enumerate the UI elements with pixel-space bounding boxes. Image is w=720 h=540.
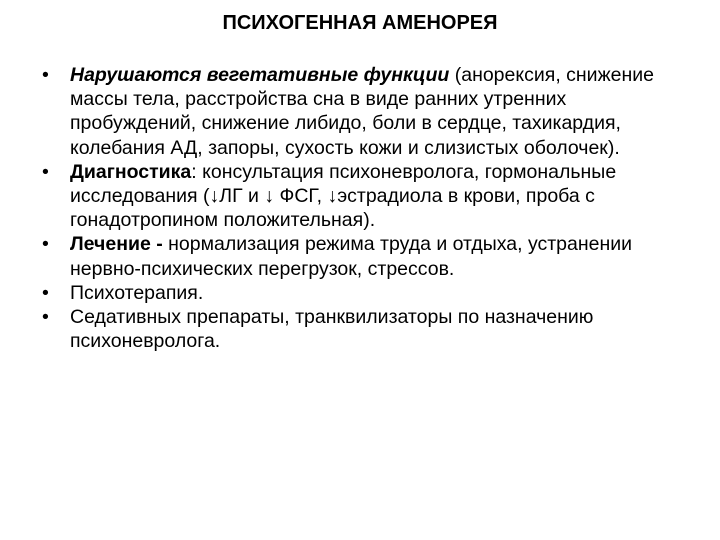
bullet-item-vegetative-functions — [42, 63, 692, 160]
bullet-item-sedatives — [42, 305, 692, 353]
bullet-text: : консультация психоневролога, гормональные исследования (↓ЛГ и ↓ ФСГ, ↓эстрадиола в крови, проба с гонадотропином положительная). — [70, 160, 617, 232]
bullet-marker: • — [42, 64, 49, 86]
bullet-marker: • — [42, 160, 49, 183]
bullet-lead: Диагностика — [70, 160, 192, 183]
bullet-lead: Лечение - — [70, 233, 163, 256]
bullet-lead: Нарушаются вегетативные функции — [70, 64, 450, 86]
bullet-item-treatment — [42, 232, 692, 280]
bullet-marker: • — [42, 281, 49, 304]
bullet-list — [42, 63, 692, 353]
bullet-item-psychotherapy — [42, 281, 692, 305]
bullet-text: Психотерапия. — [70, 281, 204, 304]
bullet-marker: • — [42, 233, 49, 256]
bullet-text: Седативных препараты, транквилизаторы по назначению психоневролога. — [70, 306, 594, 353]
bullet-text: (анорексия, снижение массы тела, расстройства сна в виде ранних утренних пробуждений, снижение либидо, боли в сердце, тахикардия, колебания АД, запоры, сухость кожи и слизистых оболочек). — [70, 64, 654, 159]
slide-title: ПСИХОГЕННАЯ АМЕНОРЕЯ — [222, 12, 498, 34]
bullet-item-diagnostics — [42, 160, 692, 233]
bullet-text: нормализация режима труда и отдыха, устранении нервно-психических перегрузок, стрессов. — [70, 233, 633, 280]
bullet-marker: • — [42, 306, 49, 329]
